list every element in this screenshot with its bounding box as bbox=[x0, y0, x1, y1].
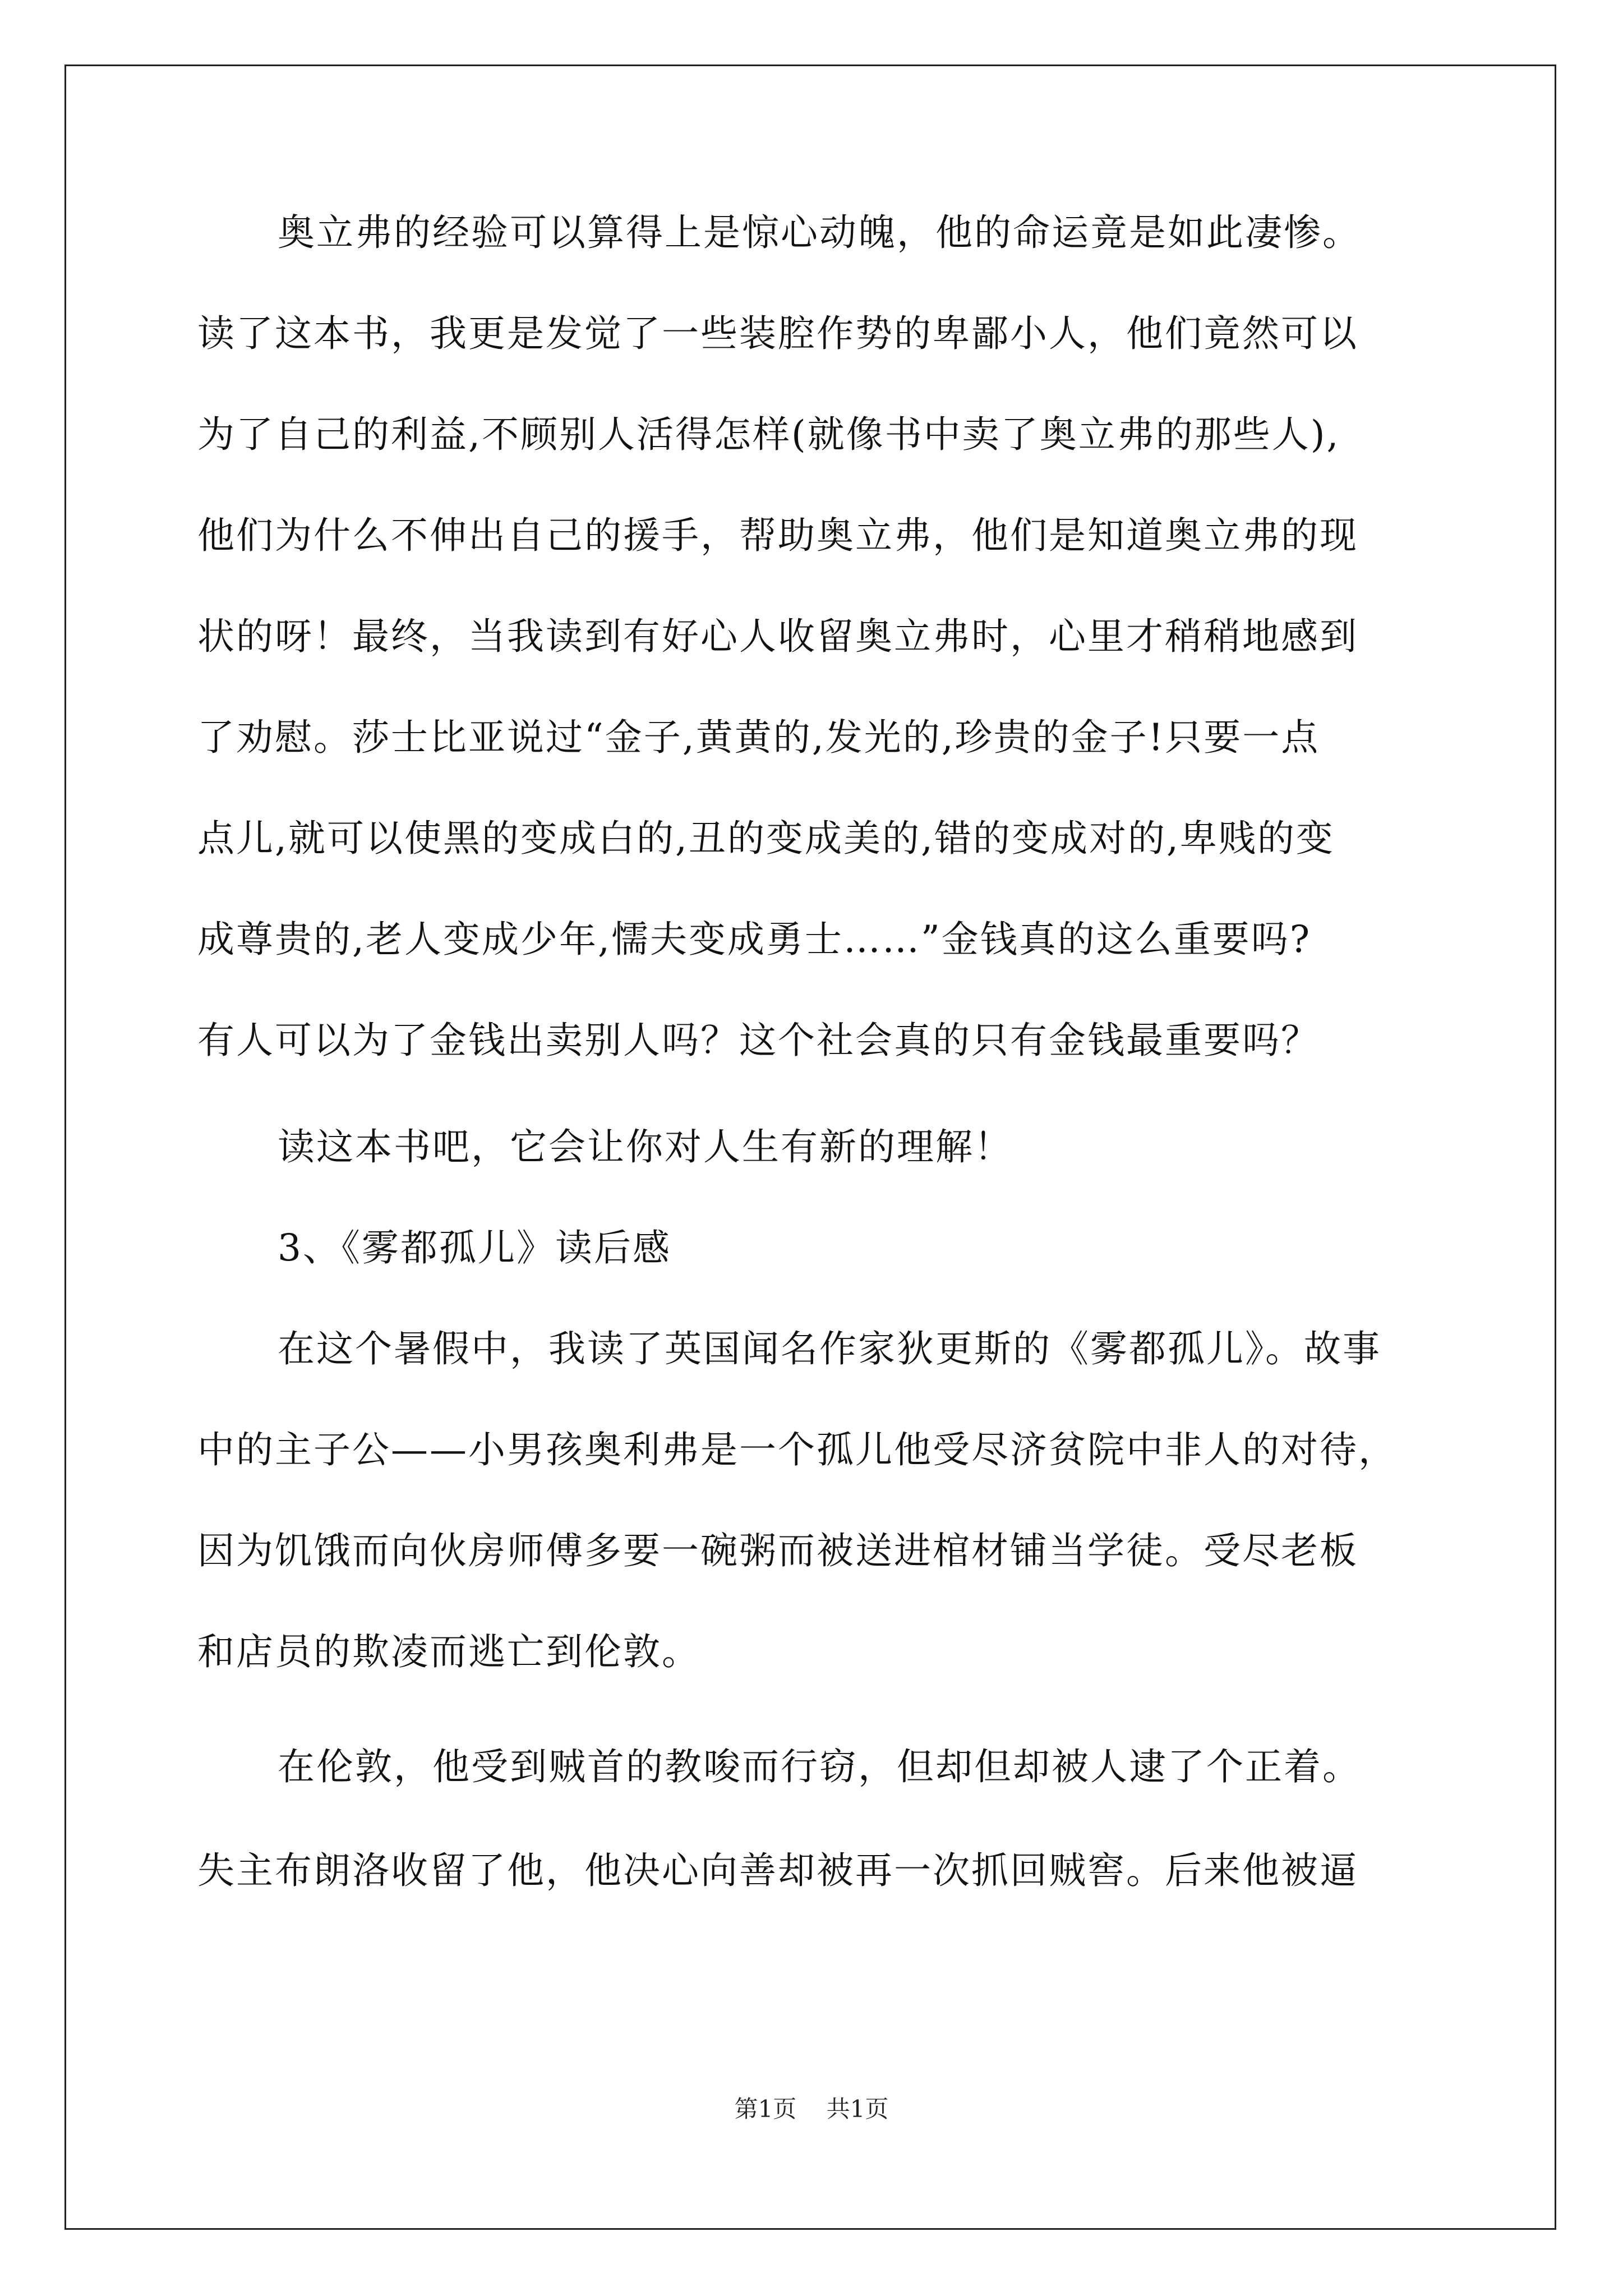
paragraph-line: 他们为什么不伸出自己的援手，帮助奥立弗，他们是知道奥立弗的现 bbox=[197, 514, 1358, 557]
paragraph-line: 失主布朗洛收留了他，他决心向善却被再一次抓回贼窖。后来他被逼 bbox=[197, 1849, 1358, 1892]
paragraph-line: 因为饥饿而向伙房师傅多要一碗粥而被送进棺材铺当学徒。受尽老板 bbox=[197, 1529, 1358, 1572]
paragraph-line: 读这本书吧，它会让你对人生有新的理解！ bbox=[278, 1125, 1013, 1168]
paragraph-line: 状的呀！最终，当我读到有好心人收留奥立弗时，心里才稍稍地感到 bbox=[197, 615, 1358, 658]
page-footer bbox=[0, 2092, 1623, 2126]
paragraph-line: 在伦敦，他受到贼首的教唆而行窃，但却但却被人逮了个正着。 bbox=[278, 1745, 1361, 1788]
paragraph-line: 点儿,就可以使黑的变成白的,丑的变成美的,错的变成对的,卑贱的变 bbox=[197, 817, 1335, 860]
paragraph-line: 了劝慰。莎士比亚说过“金子,黄黄的,发光的,珍贵的金子!只要一点 bbox=[197, 716, 1320, 759]
page-number: 第1页 bbox=[734, 2095, 797, 2123]
paragraph-line: 为了自己的利益,不顾别人活得怎样(就像书中卖了奥立弗的那些人), bbox=[197, 413, 1340, 456]
paragraph-line: 有人可以为了金钱出卖别人吗？这个社会真的只有金钱最重要吗？ bbox=[197, 1019, 1320, 1062]
paragraph-line: 读了这本书，我更是发觉了一些装腔作势的卑鄙小人，他们竟然可以 bbox=[197, 312, 1358, 355]
paragraph-line: 成尊贵的,老人变成少年,懦夫变成勇士……”金钱真的这么重要吗? bbox=[197, 918, 1312, 961]
paragraph-line: 奥立弗的经验可以算得上是惊心动魄，他的命运竟是如此凄惨。 bbox=[278, 211, 1361, 254]
section-heading: 3、《雾都孤儿》读后感 bbox=[278, 1226, 671, 1269]
page-total: 共1页 bbox=[826, 2095, 889, 2123]
paragraph-line: 在这个暑假中，我读了英国闻名作家狄更斯的《雾都孤儿》。故事 bbox=[278, 1327, 1381, 1370]
paragraph-line: 中的主子公——小男孩奥利弗是一个孤儿他受尽济贫院中非人的对待， bbox=[197, 1428, 1397, 1471]
paragraph-line: 和店员的欺凌而逃亡到伦敦。 bbox=[197, 1630, 700, 1673]
